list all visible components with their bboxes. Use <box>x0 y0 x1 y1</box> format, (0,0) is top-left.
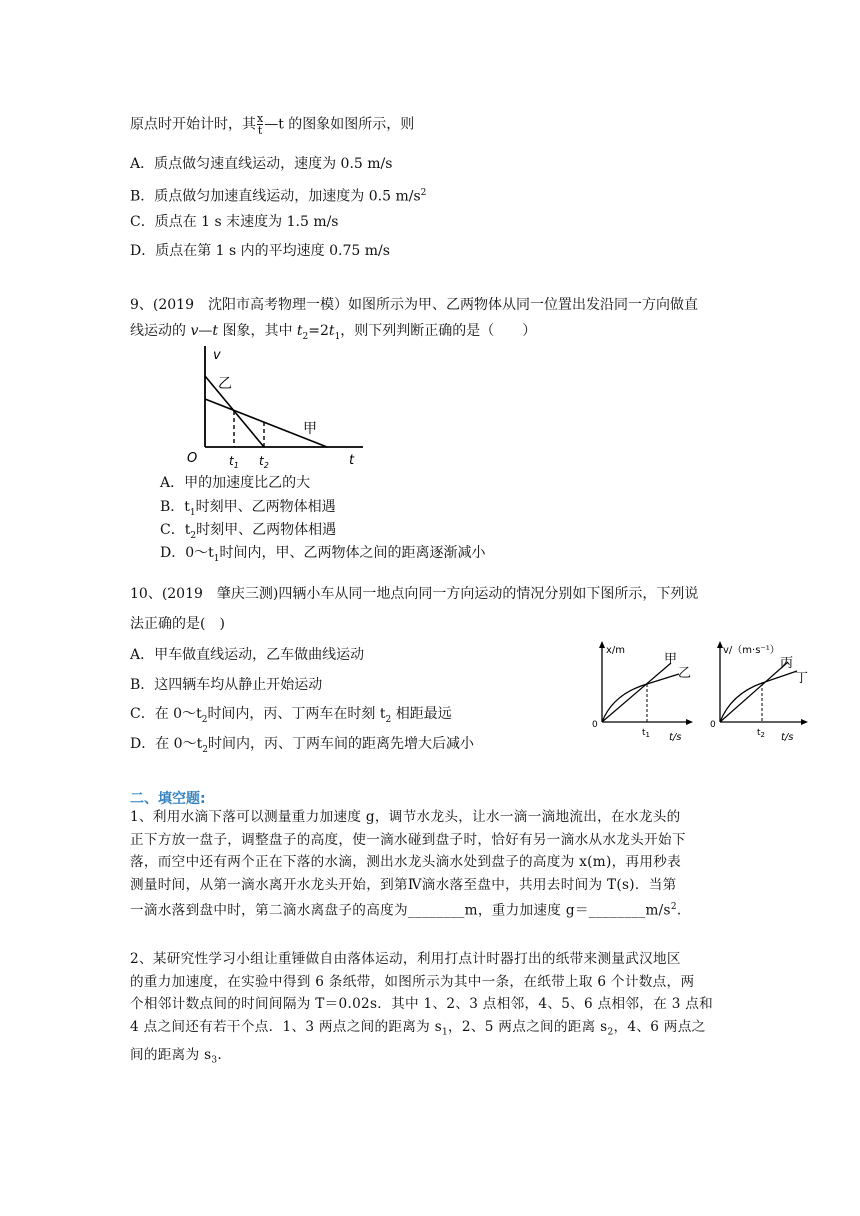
q10-g1-x-arrow <box>686 719 693 725</box>
q9-t2-sub: 2 <box>302 331 309 342</box>
q8-option-b-sup: 2 <box>420 188 427 198</box>
frac-num: x <box>257 112 264 125</box>
q8-option-b[interactable] <box>130 184 426 206</box>
x-over-t-fraction <box>257 113 263 136</box>
fill-q1-last-text: 一滴水落到盘中时，第二滴水离盘子的高度为________m，重力加速度 g＝________m/s <box>130 902 671 919</box>
q10-option-c-text: C．在 0～t <box>130 706 202 722</box>
fill-q2-mid: ，2、5 两点之间的距离 s <box>448 1018 608 1035</box>
q9-option-c[interactable] <box>160 521 336 545</box>
fill-q2-line: 的重力加速度，在实验中得到 6 条纸带，如图所示为其中一条，在纸带上取 6 个计数点，两 <box>130 973 695 990</box>
q8-stem <box>130 113 414 136</box>
fill-q2-s2-sub: 2 <box>607 1027 614 1038</box>
q9-option-c-sub: 2 <box>190 530 197 541</box>
q10-g2-x-label: t/s <box>781 732 794 743</box>
q10-option-c[interactable] <box>130 705 452 729</box>
q9-option-d-text: D．0～t <box>160 545 214 561</box>
q10-g1-line-jia <box>602 663 671 722</box>
fill-q1-sup: 2 <box>670 902 677 912</box>
fill-q2-end: . <box>217 1046 223 1063</box>
q10-g1-x-label: t/s <box>669 732 682 743</box>
q10-option-d-text: D．在 0～t <box>130 736 203 752</box>
fill-q1-line: 落，而空中还有两个正在下落的水滴，测出水龙头滴水处到盘子的高度为 x(m)，再用秒表 <box>130 854 682 870</box>
q10-g2-y-label: v/（m·s⁻¹） <box>723 645 780 656</box>
q9-option-c-text: C．t <box>160 522 191 538</box>
q9-option-b-rest: 时刻甲、乙两物体相遇 <box>195 499 336 515</box>
q10-g2-origin: 0 <box>710 720 716 730</box>
q9-line2-a: 线运动的 <box>130 323 191 339</box>
q8-option-c[interactable]: C．质点在 1 s 末速度为 1.5 m/s <box>130 214 339 230</box>
q9-option-b-sub: 1 <box>189 507 196 518</box>
fill-q2-line: 2、某研究性学习小组让重锤做自由落体运动，利用打点计时器打出的纸带来测量武汉地区 <box>130 951 681 967</box>
q8-option-b-text: B．质点做匀加速直线运动，加速度为 0.5 m/s <box>130 188 421 205</box>
fill-q1-line: 测量时间，从第一滴水离开水龙头开始，到第Ⅳ滴水落至盘中，共用去时间为 T(s)．当第 <box>130 876 677 893</box>
q10-option-d-sub: 2 <box>202 744 208 755</box>
q10-g2-line-bing <box>720 662 788 722</box>
q10-g2-t2-label: $t_2$ <box>757 728 765 739</box>
frac-den: t <box>257 124 263 137</box>
q9-eq: =2 <box>308 323 329 339</box>
q9-option-d-sub: 1 <box>213 553 220 564</box>
q10-g2-curve-ding <box>720 671 797 722</box>
q9-t1-sub: 1 <box>334 331 341 342</box>
q9-yi-label: 乙 <box>218 376 232 392</box>
q10-option-a[interactable]: A．甲车做直线运动，乙车做曲线运动 <box>130 647 365 663</box>
q8-stem-pre: 原点时开始计时，其 <box>130 116 256 133</box>
q8-option-a[interactable]: A．质点做匀速直线运动，速度为 0.5 m/s <box>130 156 393 172</box>
q9-t1-label: $t_1$ <box>229 454 239 470</box>
q10-g2-ding-label: 丁 <box>795 671 809 686</box>
q9-option-d[interactable] <box>160 544 486 568</box>
fill-q2-s3-sub: 3 <box>211 1055 218 1066</box>
q9-t-label: t <box>349 453 355 468</box>
q10-g1-jia-label: 甲 <box>664 652 678 667</box>
fill-q2-mid2: ，4、6 两点之 <box>613 1018 706 1035</box>
q8-option-d[interactable]: D．质点在第 1 s 内的平均速度 0.75 m/s <box>130 243 390 259</box>
q9-t1: t <box>328 323 335 339</box>
q10-option-d[interactable] <box>130 735 474 759</box>
q10-g2-x-arrow <box>801 719 808 725</box>
q9-option-d-rest: 时间内，甲、乙两物体之间的距离逐渐减小 <box>219 545 486 561</box>
q10-stem-line2: 法正确的是( ) <box>130 616 225 632</box>
q10-g1-curve-yi <box>602 674 679 722</box>
fill-q1 <box>130 806 730 922</box>
q10-stem-line1: 10、(2019 肇庆三测)四辆小车从同一地点向同一方向运动的情况分别如下图所示，下列说 <box>130 586 699 602</box>
section-title-fill-in: 二、填空题: <box>130 791 206 807</box>
q8-stem-post: —t 的图象如图所示，则 <box>264 116 415 133</box>
fill-q2-line-last <box>130 1044 730 1072</box>
q9-option-b-text: B．t <box>160 499 190 515</box>
fill-q1-end: . <box>676 902 682 919</box>
q10-g2-bing-label: 丙 <box>780 656 794 671</box>
q10-vt-graph <box>705 636 820 746</box>
q9-option-b[interactable] <box>160 498 336 522</box>
q10-g1-t1-label: $t_1$ <box>642 728 650 739</box>
q9-line2-c: ，则下列判断正确的是（ ） <box>340 323 537 339</box>
q10-g1-y-label: x/m <box>606 645 626 656</box>
q9-jia-label: 甲 <box>303 421 317 437</box>
fill-q2-line <box>130 1016 730 1044</box>
q9-v-label: v <box>213 348 221 363</box>
fill-q2-line: 个相邻计数点间的时间间隔为 T＝0.02s．其中 1、2、3 点相邻，4、5、6 点相邻，在 3 点和 <box>130 996 714 1012</box>
fill-q2-s1-sub: 1 <box>441 1027 448 1038</box>
fill-q1-line-last <box>130 896 730 922</box>
q9-line2-b: 图象，其中 <box>218 323 297 339</box>
q9-vt: v—t <box>190 323 218 339</box>
q10-option-c-rest2: 相距最远 <box>391 706 452 722</box>
q10-option-c-sub2: 2 <box>385 714 392 725</box>
fill-q1-line: 1、利用水滴下落可以测量重力加速度 g，调节水龙头，让水一滴一滴地流出，在水龙头的 <box>130 809 681 825</box>
q9-option-c-rest: 时刻甲、乙两物体相遇 <box>196 522 337 538</box>
q10-g1-origin: 0 <box>592 720 598 730</box>
fill-q2 <box>130 948 730 1072</box>
q10-option-b[interactable]: B．这四辆车均从静止开始运动 <box>130 677 323 693</box>
q9-option-a[interactable]: A．甲的加速度比乙的大 <box>160 475 311 491</box>
q10-option-c-sub: 2 <box>201 714 208 725</box>
q9-t2-label: $t_2$ <box>259 454 269 470</box>
fill-q2-last-text: 间的距离为 s <box>130 1046 212 1063</box>
q9-stem-line1: 9、(2019 沈阳市高考物理一模）如图所示为甲、乙两物体从同一位置出发沿同一方向做直 <box>130 297 698 313</box>
q9-t2: t <box>296 323 303 339</box>
q9-vt-graph <box>170 338 370 472</box>
q10-xt-graph <box>585 636 700 746</box>
fill-q1-line: 正下方放一盘子，调整盘子的高度，使一滴水碰到盘子时，恰好有另一滴水从水龙头开始下 <box>130 831 686 848</box>
q10-g1-yi-label: 乙 <box>678 666 692 681</box>
q9-origin-label: O <box>187 451 198 466</box>
q10-option-d-rest: 时间内，丙、丁两车间的距离先增大后减小 <box>207 736 474 752</box>
fill-q2-text: 4 点之间还有若干个点．1、3 两点之间的距离为 s <box>130 1018 442 1035</box>
q10-option-c-rest: 时间内，丙、丁两车在时刻 t <box>207 706 386 722</box>
q10-g1-y-arrow <box>599 641 605 648</box>
